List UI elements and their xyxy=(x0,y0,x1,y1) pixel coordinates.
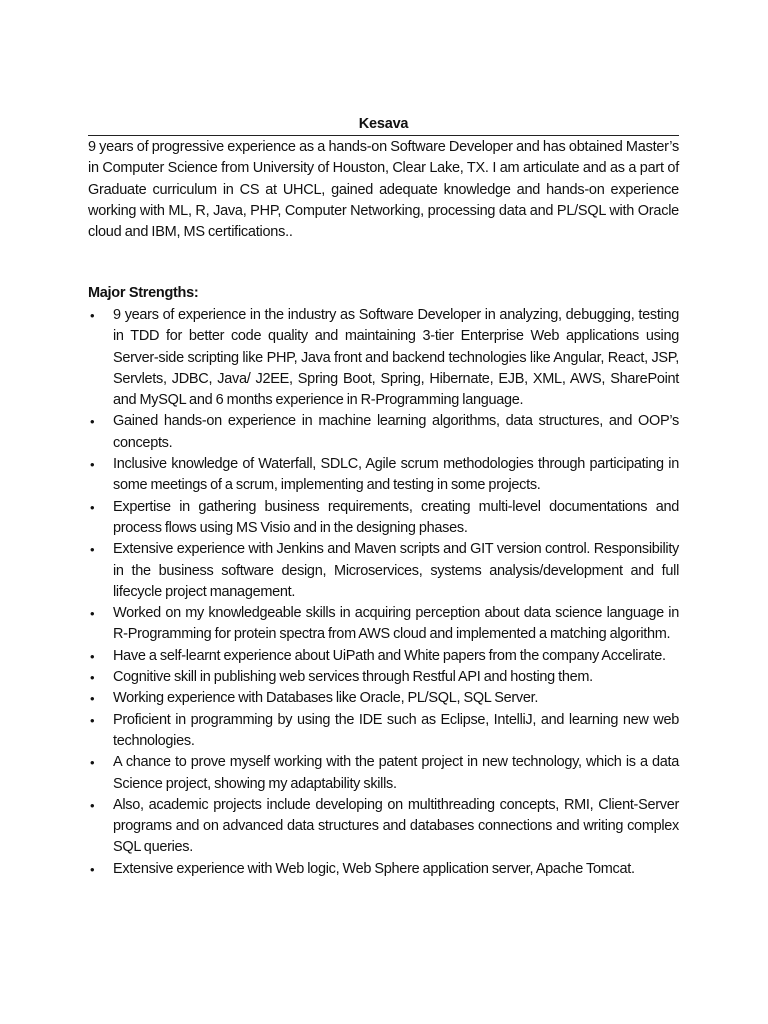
strength-item xyxy=(88,752,679,795)
strength-item xyxy=(88,603,679,646)
strength-item-text: Worked on my knowledgeable skills in acquiring perception about data science language in R-Programming for protein spectra from AWS cloud and implemented a matching algorithm. xyxy=(113,605,679,643)
strength-item-text: Extensive experience with Jenkins and Maven scripts and GIT version control. Responsibility in the business software design, Microservices, systems analysis/development and full lifecycle project management. xyxy=(113,541,679,600)
strength-item-text: Also, academic projects include developing on multithreading concepts, RMI, Client-Server programs and on advanced data structures and databases connections and writing complex SQL queries. xyxy=(113,796,679,856)
strength-item-text: Proficient in programming by using the IDE such as Eclipse, IntelliJ, and learning new web technologies. xyxy=(113,711,679,749)
strength-item xyxy=(88,454,679,497)
bullet-icon: • xyxy=(90,797,95,813)
candidate-name: Kesava xyxy=(358,116,409,132)
strength-item-text: Cognitive skill in publishing web services through Restful API and hosting them. xyxy=(113,669,593,686)
strength-item-text: Inclusive knowledge of Waterfall, SDLC, Agile scrum methodologies through participating in some meetings of a scrum, implementing and testing in some projects. xyxy=(113,456,679,494)
strength-item xyxy=(88,539,679,603)
strengths-list xyxy=(88,305,679,880)
strength-item-text: Extensive experience with Web logic, Web Sphere application server, Apache Tomcat. xyxy=(113,860,635,877)
section-title-major-strengths: Major Strengths: xyxy=(88,285,199,301)
strength-item-text: Have a self-learnt experience about UiPath and White papers from the company Accelirate. xyxy=(113,647,666,664)
strength-item xyxy=(88,667,679,688)
strength-item-text: Working experience with Databases like Oracle, PL/SQL, SQL Server. xyxy=(113,690,539,707)
strength-item xyxy=(88,688,679,709)
strength-item-text: A chance to prove myself working with the patent project in new technology, which is a data Science project, showing my adaptability skills. xyxy=(113,754,679,792)
name-underline-divider xyxy=(88,135,679,136)
strength-item xyxy=(88,710,679,753)
bullet-icon: • xyxy=(90,755,95,771)
strength-item xyxy=(88,411,679,454)
strength-item xyxy=(88,795,679,859)
bullet-icon: • xyxy=(90,648,95,664)
profile-summary: 9 years of progressive experience as a hands-on Software Developer and has obtained Master’s in Computer Science from University of Houston, Clear Lake, TX. I am articulate and as a part of Graduate curriculum in CS at UHCL, gained adequate knowledge and hands-on experience working with ML, R, Java, PHP, Computer Networking, processing data and PL/SQL with Oracle cloud and IBM, MS certifications.. xyxy=(88,139,679,241)
bullet-icon: • xyxy=(90,670,95,686)
bullet-icon: • xyxy=(90,606,95,622)
bullet-icon: • xyxy=(90,712,95,728)
bullet-icon: • xyxy=(90,308,95,323)
strength-item xyxy=(88,859,679,880)
strength-item-text: 9 years of experience in the industry as Software Developer in analyzing, debugging, testing in TDD for better code quality and maintaining 3-tier Enterprise Web applications using Server-side scripting like PHP, Java front and backend technologies like Angular, React, JSP, Servlets, JDBC, Java/ J2EE, Spring Boot, Spring, Hibernate, EJB, XML, AWS, SharePoint and MySQL and 6 months experience in R-Programming language. xyxy=(113,307,679,409)
strength-item xyxy=(88,497,679,540)
bullet-icon: • xyxy=(90,457,95,473)
strength-item xyxy=(88,305,679,411)
bullet-icon: • xyxy=(90,499,95,515)
strength-item-text: Gained hands-on experience in machine learning algorithms, data structures, and OOP’s concepts. xyxy=(113,413,679,451)
strength-item xyxy=(88,646,679,667)
bullet-icon: • xyxy=(90,414,95,430)
bullet-icon: • xyxy=(90,861,95,877)
bullet-icon: • xyxy=(90,691,95,707)
strength-item-text: Expertise in gathering business requirements, creating multi-level documentations and process flows using MS Visio and in the designing phases. xyxy=(113,498,679,536)
bullet-icon: • xyxy=(90,542,95,558)
